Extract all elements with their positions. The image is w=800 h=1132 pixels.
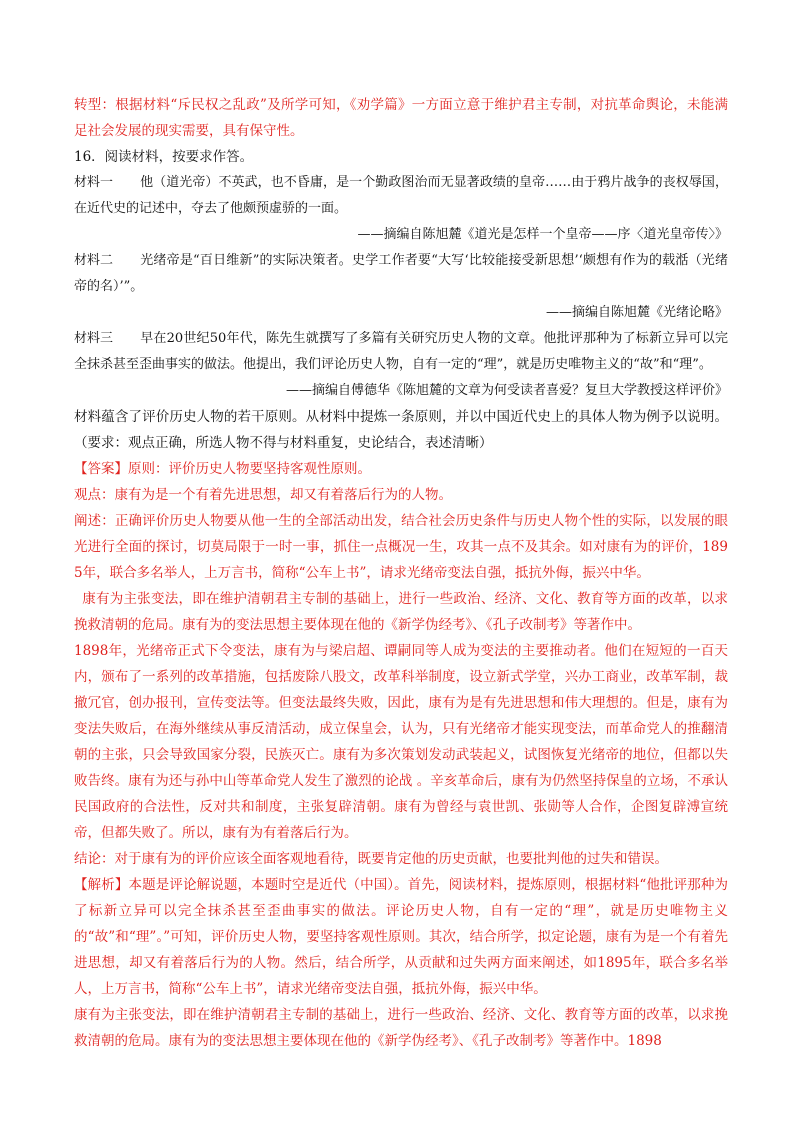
material-3-text: 早在20世纪50年代，陈先生就撰写了多篇有关研究历史人物的文章。他批评那种为了标新立异可以完全抹杀甚至歪曲事实的做法。他提出，我们评论历史人物，自有一定的“理”，就是历史唯物主义的“故”和“理”。 xyxy=(74,331,728,372)
answer-elaboration-2: 康有为主张变法，即在维护清朝君主专制的基础上，进行一些政治、经济、文化、教育等方面的改革，以求挽救清朝的危局。康有为的变法思想主要体现在他的《新学伪经考》、《孔子改制考》等著作中。 xyxy=(74,591,728,633)
question-title: 16．阅读材料，按要求作答。 xyxy=(74,149,254,165)
answer-tag: 【答案】 xyxy=(74,461,128,477)
material-2 xyxy=(74,248,728,326)
material-3-label: 材料三 xyxy=(74,331,114,346)
material-2-source: ——摘编自陈旭麓《光绪论略》 xyxy=(545,305,728,320)
analysis-section xyxy=(74,872,728,1054)
document-page xyxy=(74,92,728,1054)
analysis-text: 本题是评论解说题，本题时空是近代（中国）。首先，阅读材料，提炼原则，根据材料“他批评那种为了标新立异可以完全抹杀甚至歪曲事实的做法。评论历史人物，自有一定的“理”，就是历史唯物主义的“故”和“理”。”可知，评价历史人物，要坚持客观性原则。其次，结合所学，拟定论题，康有为是一个有着先进思想，却又有着落后行为的人物。然后，结合所学，从贡献和过失两方面来阐述，如1895年，联合多名举人，上万言书，简称“公车上书”，请求光绪帝变法自强，抵抗外侮，振兴中华。 xyxy=(74,877,729,997)
material-1 xyxy=(74,170,728,248)
answer-viewpoint: 观点：康有为是一个有着先进思想，却又有着落后行为的人物。 xyxy=(74,487,452,503)
analysis-tag: 【解析】 xyxy=(74,877,129,893)
answer-section xyxy=(74,456,728,872)
material-1-source: ——摘编自陈旭麓《道光是怎样一个皇帝——序〈道光皇帝传〉》 xyxy=(357,227,728,242)
answer-principle: 原则：评价历史人物要坚持客观性原则。 xyxy=(128,461,371,477)
analysis-text-2: 康有为主张变法，即在维护清朝君主专制的基础上，进行一些政治、经济、文化、教育等方面的改革，以求挽救清朝的危局。康有为的变法思想主要体现在他的《新学伪经考》、《孔子改制考》等著作中。1898 xyxy=(74,1007,728,1049)
material-2-text: 光绪帝是“百日维新”的实际决策者。史学工作者要“大写‘比较能接受新思想’‘颇想有作为的载湉（光绪帝的名）’”。 xyxy=(74,253,728,294)
transition-paragraph: 转型：根据材料“斥民权之乱政”及所学可知，《劝学篇》一方面立意于维护君主专制，对抗革命舆论，未能满足社会发展的现实需要，具有保守性。 xyxy=(74,97,728,139)
answer-elaboration-3: 1898年，光绪帝正式下令变法，康有为与梁启超、谭嗣同等人成为变法的主要推动者。他们在短短的一百天内，颁布了一系列的改革措施，包括废除八股文，改革科举制度，设立新式学堂，兴办工商业，改革军制，裁撤冗官，创办报刊，宣传变法等。但变法最终失败，因此，康有为是有先进思想和伟大理想的。但是，康有为变法失败后，在海外继续从事反清活动，成立保皇会，认为，只有光绪帝才能实现变法，而革命党人的推翻清朝的主张，只会导致国家分裂，民族灭亡。康有为多次策划发动武装起义，试图恢复光绪帝的地位，但都以失败告终。康有为还与孙中山等革命党人发生了激烈的论战 。辛亥革命后，康有为仍然坚持保皇的立场，不承认民国政府的合法性，反对共和制度，主张复辟清朝。康有为曾经与袁世凯、张勋等人合作，企图复辟溥宣统帝，但都失败了。所以，康有为有着落后行为。 xyxy=(74,643,728,841)
answer-elaboration-1: 阐述：正确评价历史人物要从他一生的全部活动出发，结合社会历史条件与历史人物个性的实际，以发展的眼光进行全面的探讨，切莫局限于一时一事，抓住一点概况一生，攻其一点不及其余。如对康有为的评价，1895年，联合多名举人，上万言书，简称“公车上书”，请求光绪帝变法自强，抵抗外侮，振兴中华。 xyxy=(74,513,728,581)
answer-conclusion: 结论：对于康有为的评价应该全面客观地看待，既要肯定他的历史贡献，也要批判他的过失和错误。 xyxy=(74,851,668,867)
material-3-source: ——摘编自傅德华《陈旭麓的文章为何受读者喜爱？复旦大学教授这样评价》 xyxy=(285,383,728,398)
material-1-text: 他（道光帝）不英武，也不昏庸，是一个勤政图治而无显著政绩的皇帝……由于鸦片战争的丧权辱国，在近代史的记述中，夺去了他颇预虚骄的一面。 xyxy=(74,175,728,216)
material-2-label: 材料二 xyxy=(74,253,114,268)
question-prompt: 材料蕴含了评价历史人物的若干原则。从材料中提炼一条原则，并以中国近代史上的具体人物为例予以说明。（要求：观点正确，所选人物不得与材料重复，史论结合，表述清晰） xyxy=(74,409,728,451)
material-3 xyxy=(74,326,728,404)
material-1-label: 材料一 xyxy=(74,175,114,190)
